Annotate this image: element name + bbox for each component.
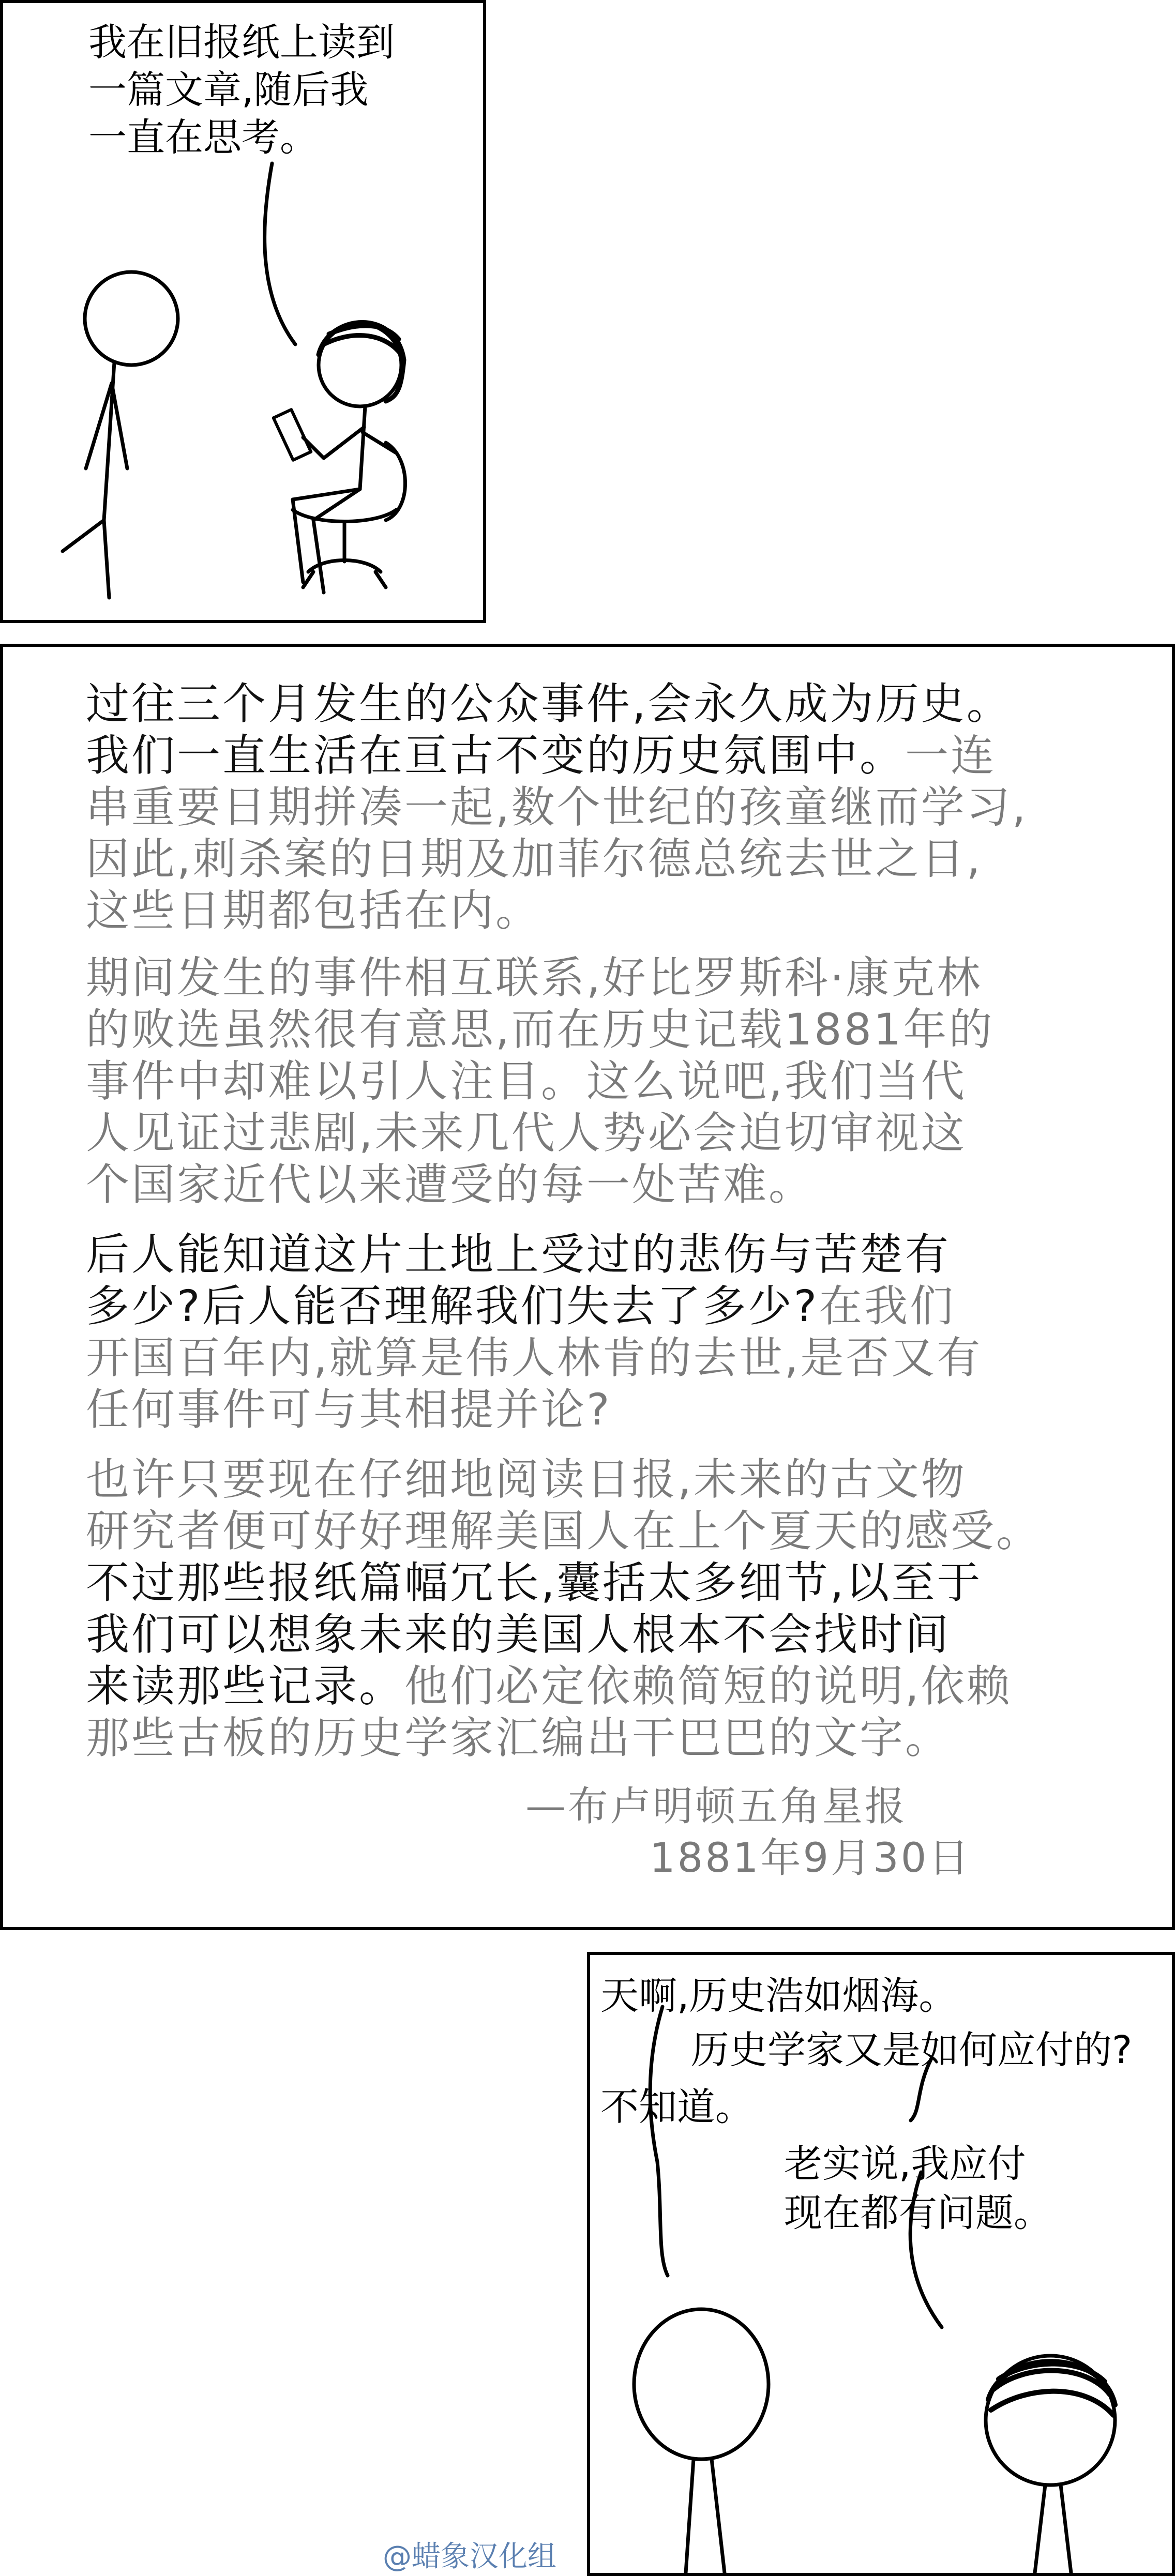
article-line-12: 多少?后人能否理解我们失去了多少?在我们 [86, 1281, 956, 1331]
right-speech-2-line-1: 老实说,我应付 [784, 2142, 1026, 2186]
article-line-6: 期间发生的事件相互联系,好比罗斯科·康克林 [86, 952, 983, 1003]
article-line-1: 过往三个月发生的公众事件,会永久成为历史。 [86, 678, 1012, 729]
speech-line-2: 一篇文章,随后我 [88, 68, 369, 112]
article-line-3: 串重要日期拼凑一起,数个世纪的孩童继而学习, [86, 782, 1028, 832]
article-line-14: 任何事件可与其相提并论? [86, 1384, 612, 1435]
article-line-2: 我们一直生活在亘古不变的历史氛围中。一连 [86, 730, 997, 781]
sitting-figure-body [360, 406, 365, 489]
phone-icon [274, 410, 311, 460]
article-line-4: 因此,刺杀案的日期及加菲尔德总统去世之日, [86, 834, 983, 884]
panel-2-article [0, 644, 1175, 1930]
speech-line-1: 我在旧报纸上读到 [88, 20, 395, 65]
left-speech-tail [650, 2007, 668, 2276]
chair-base [303, 560, 386, 588]
right-speech-1: 历史学家又是如何应付的? [691, 2028, 1133, 2072]
right-speech-tail [911, 2058, 931, 2120]
article-line-7: 的败选虽然很有意思,而在历史记载1881年的 [86, 1004, 995, 1055]
chair-seat [293, 510, 396, 522]
sitting-figure-arm [303, 427, 364, 458]
article-line-18: 我们可以想象未来的美国人根本不会找时间 [86, 1609, 951, 1660]
panel-3-drawing [590, 1955, 1172, 2573]
panel-1-drawing [3, 3, 483, 620]
left-figure-head [634, 2309, 769, 2459]
article-line-17: 不过那些报纸篇幅冗长,囊括太多细节,以至于 [86, 1557, 983, 1608]
standing-figure-head [85, 272, 178, 365]
right-figure-body [1035, 2485, 1071, 2573]
left-speech-2: 不知道。 [600, 2085, 754, 2129]
article-line-16: 研究者便可好好理解美国人在上个夏天的感受。 [86, 1506, 1042, 1556]
speech-line-3: 一直在思考。 [88, 115, 318, 160]
article-date: 1881年9月30日 [650, 1835, 971, 1882]
article-line-13: 开国百年内,就算是伟人林肯的去世,是否又有 [86, 1332, 983, 1383]
article-line-10: 个国家近代以来遭受的每一处苦难。 [86, 1159, 815, 1210]
translator-credit: @蜡象汉化组 [383, 2540, 556, 2573]
sitting-figure-hair [319, 323, 404, 402]
panel-3 [587, 1952, 1175, 2576]
standing-figure-legs [63, 520, 109, 598]
right-figure-hair [988, 2361, 1115, 2415]
sitting-figure-arm-2 [363, 432, 396, 453]
sitting-figure-legs [293, 489, 360, 593]
right-speech-2-line-2: 现在都有问题。 [784, 2191, 1052, 2235]
article-line-8: 事件中却难以引人注目。这么说吧,我们当代 [86, 1056, 967, 1107]
right-speech-tail-2 [910, 2172, 942, 2327]
speech-tail [265, 163, 295, 344]
article-line-19: 来读那些记录。他们必定依赖简短的说明,依赖 [86, 1661, 1012, 1711]
article-source: —布卢明顿五角星报 [525, 1783, 908, 1830]
article-line-15: 也许只要现在仔细地阅读日报,未来的古文物 [86, 1454, 967, 1505]
article-line-5: 这些日期都包括在内。 [86, 885, 541, 936]
panel-1 [0, 0, 486, 623]
left-figure-body [686, 2459, 725, 2573]
article-line-11: 后人能知道这片土地上受过的悲伤与苦楚有 [86, 1229, 951, 1280]
left-speech-1: 天啊,历史浩如烟海。 [600, 1974, 957, 2018]
article-line-20: 那些古板的历史学家汇编出干巴巴的文字。 [86, 1713, 951, 1763]
article-line-9: 人见证过悲剧,未来几代人势必会迫切审视这 [86, 1108, 967, 1158]
